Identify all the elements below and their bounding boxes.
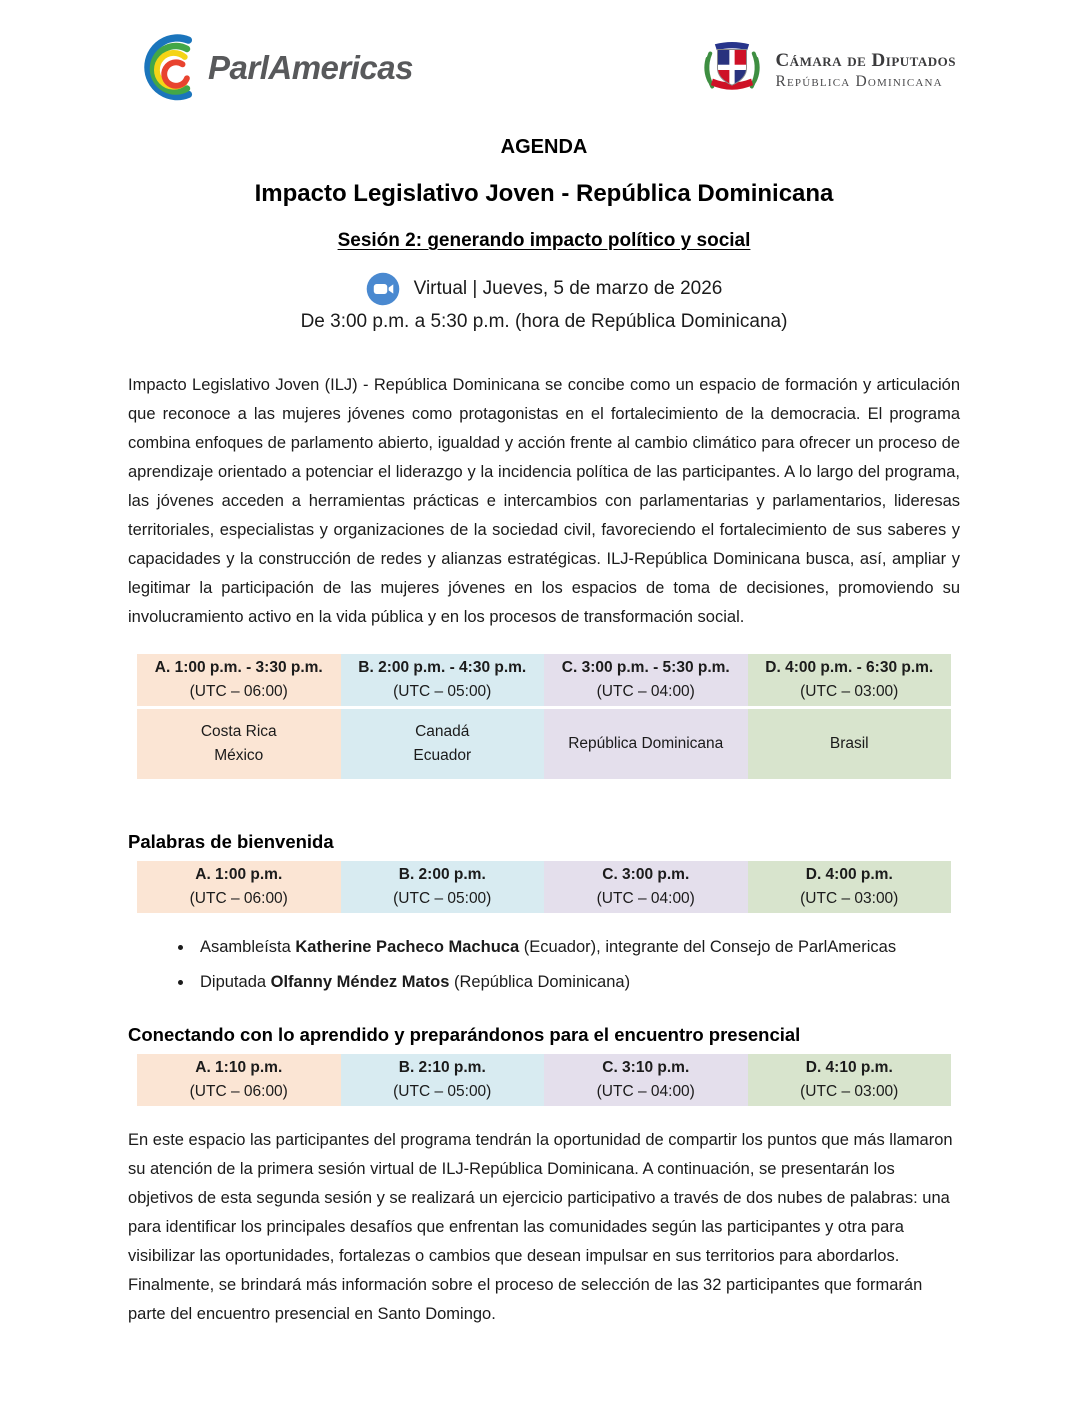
welcome-time-a <box>137 861 341 913</box>
timezone-utc: (UTC – 04:00) <box>596 683 695 700</box>
welcome-speakers-list <box>194 935 960 994</box>
timezone-time: B. 2:00 p.m. <box>398 866 486 883</box>
welcome-time-d <box>748 861 952 913</box>
parlamericas-logo <box>140 30 413 106</box>
parlamericas-wordmark: ParlAmericas <box>208 49 413 86</box>
country-name: República Dominicana <box>568 735 724 752</box>
timezone-countries-b <box>341 709 545 779</box>
timezone-header-d <box>748 654 952 706</box>
timezone-header-b <box>341 654 545 706</box>
agenda-label: AGENDA <box>500 136 588 158</box>
camara-line1: Cámara de Diputados <box>775 49 956 71</box>
parlamericas-arcs-icon <box>140 30 206 106</box>
camara-diputados-logo <box>699 34 956 106</box>
speaker-item <box>194 970 960 994</box>
speaker-name: Katherine Pacheco Machuca <box>295 938 520 956</box>
speaker-detail: (República Dominicana) <box>449 973 631 991</box>
timezone-time: D. 4:00 p.m. - 6:30 p.m. <box>765 659 934 676</box>
connecting-time-b <box>341 1054 545 1106</box>
timezone-time: D. 4:00 p.m. <box>805 866 893 883</box>
timezone-time: B. 2:10 p.m. <box>398 1059 486 1076</box>
timezone-time: A. 1:10 p.m. <box>195 1059 283 1076</box>
timezone-utc: (UTC – 03:00) <box>800 683 899 700</box>
speaker-role: Asambleísta <box>200 938 296 956</box>
speaker-name: Olfanny Méndez Matos <box>270 973 450 991</box>
timezone-countries-a <box>137 709 341 779</box>
document-header <box>140 30 956 122</box>
timezone-time: C. 3:00 p.m. <box>602 866 690 883</box>
connecting-paragraph: En este espacio las participantes del programa tendrán la oportunidad de compartir los puntos que más llamaron su atención de la primera sesión virtual de ILJ-República Dominicana. A continuación, se presentarán los objetivos de esta segunda sesión y se realizará un ejercicio participativo a través de dos nubes de palabras: una para identificar los principales desafíos que enfrentan las comunidades según las participantes y otra para visibilizar las oportunidades, fortalezas o cambios que desean impulsar en sus territorios para abordarlos. Finalmente, se brindará más información sobre el proceso de selección de las 32 participantes que formarán parte del encuentro presencial en Santo Domingo. <box>128 1131 953 1323</box>
welcome-time-c <box>544 861 748 913</box>
camara-line2: República Dominicana <box>775 72 943 90</box>
timezone-utc: (UTC – 06:00) <box>189 683 288 700</box>
virtual-session-line <box>128 272 960 306</box>
speaker-role: Diputada <box>200 973 271 991</box>
timezone-column-a <box>137 654 341 779</box>
timezone-utc: (UTC – 04:00) <box>596 1083 695 1100</box>
timezone-time: C. 3:00 p.m. - 5:30 p.m. <box>561 659 730 676</box>
timezone-header-a <box>137 654 341 706</box>
timezone-utc: (UTC – 06:00) <box>189 890 288 907</box>
timezone-utc: (UTC – 04:00) <box>596 890 695 907</box>
connecting-heading: Conectando con lo aprendido y preparándonos para el encuentro presencial <box>128 1024 801 1045</box>
timezone-header-c <box>544 654 748 706</box>
timezone-utc: (UTC – 05:00) <box>393 890 492 907</box>
session-time-text: De 3:00 p.m. a 5:30 p.m. (hora de República Dominicana) <box>300 311 788 332</box>
speaker-detail: (Ecuador), integrante del Consejo de ParlAmericas <box>519 938 897 956</box>
timezone-time: A. 1:00 p.m. - 3:30 p.m. <box>154 659 323 676</box>
timezone-utc: (UTC – 05:00) <box>393 683 492 700</box>
virtual-date-text: Virtual | Jueves, 5 de marzo de 2026 <box>413 278 723 299</box>
timezone-utc: (UTC – 03:00) <box>800 1083 899 1100</box>
title-block <box>128 136 960 333</box>
timezone-column-d <box>748 654 952 779</box>
timezone-countries-c <box>544 709 748 779</box>
timezone-utc: (UTC – 06:00) <box>189 1083 288 1100</box>
timezone-time: C. 3:10 p.m. <box>602 1059 690 1076</box>
timezone-time: D. 4:10 p.m. <box>805 1059 893 1076</box>
session-subtitle: Sesión 2: generando impacto político y social <box>337 230 751 251</box>
timezone-time: A. 1:00 p.m. <box>195 866 283 883</box>
welcome-time-b <box>341 861 545 913</box>
timezone-countries-d <box>748 709 952 779</box>
video-camera-icon <box>366 272 400 306</box>
timezone-table <box>137 654 951 779</box>
timezone-time: B. 2:00 p.m. - 4:30 p.m. <box>358 659 527 676</box>
connecting-time-d <box>748 1054 952 1106</box>
camara-diputados-text <box>775 50 956 91</box>
country-name: Brasil <box>829 735 869 752</box>
timezone-column-c <box>544 654 748 779</box>
connecting-time-a <box>137 1054 341 1106</box>
timezone-utc: (UTC – 03:00) <box>800 890 899 907</box>
dominican-coat-of-arms-icon <box>699 34 765 106</box>
intro-paragraph: Impacto Legislativo Joven (ILJ) - República Dominicana se concibe como un espacio de formación y articulación que reconoce a las mujeres jóvenes como protagonistas en el fortalecimiento de la democracia. El programa combina enfoques de parlamento abierto, igualdad y acción frente al cambio climático para ofrecer un proceso de aprendizaje orientado a potenciar el liderazgo y la incidencia política de las participantes. A lo largo del programa, las jóvenes acceden a herramientas prácticas e intercambios con parlamentarias y parlamentarios, lideresas territoriales, especialistas y organizaciones de la sociedad civil, favoreciendo el fortalecimiento de sus saberes y capacidades y la construcción de redes y alianzas estratégicas. ILJ-República Dominicana busca, así, ampliar y legitimar la participación de las mujeres jóvenes en los espacios de toma de decisiones, promoviendo su involucramiento activo en la vida pública y en los procesos de transformación social. <box>128 376 960 626</box>
welcome-times-table <box>137 861 951 913</box>
country-name: Costa Rica <box>200 723 277 740</box>
welcome-heading: Palabras de bienvenida <box>128 831 334 852</box>
timezone-column-b <box>341 654 545 779</box>
speaker-item <box>194 935 960 959</box>
connecting-time-c <box>544 1054 748 1106</box>
connecting-times-table <box>137 1054 951 1106</box>
country-name: México <box>214 747 264 764</box>
country-name: Canadá <box>415 723 470 740</box>
timezone-utc: (UTC – 05:00) <box>393 1083 492 1100</box>
page-title: Impacto Legislativo Joven - República Dominicana <box>254 180 834 207</box>
country-name: Ecuador <box>413 747 472 764</box>
